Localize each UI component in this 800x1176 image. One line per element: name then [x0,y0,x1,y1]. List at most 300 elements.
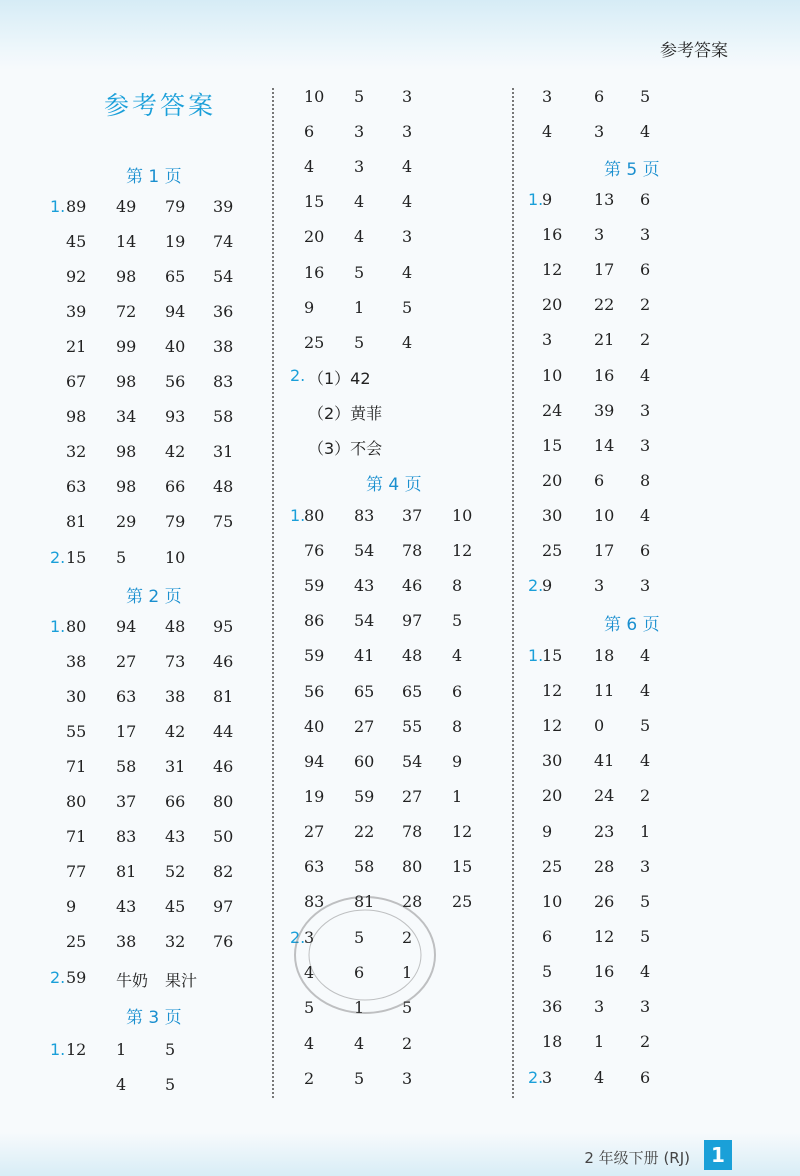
answer-value: 3 [354,157,365,177]
answer-row [0,681,800,705]
answer-value: 20 [542,786,563,806]
answer-value: 1 [594,1032,605,1052]
answer-value: 12 [66,1040,87,1059]
answer-value: 果汁 [165,971,198,990]
answer-value: 6 [640,541,651,560]
answer-value: 15 [66,548,87,567]
answer-value: 21 [594,330,615,350]
answer-value: 73 [165,652,186,671]
answer-value: 42 [165,442,186,461]
answer-value: 20 [304,227,325,247]
answer-value: 3 [542,330,553,350]
answer-value: 46 [402,576,423,596]
answer-value: 5 [640,891,651,911]
answer-value: 59 [66,968,87,987]
answer-value: 34 [116,407,137,426]
answer-value: 1 [452,786,463,806]
answer-value: 94 [116,617,137,636]
answer-value: 3 [304,928,315,947]
answer-value: 1 [640,821,651,841]
answer-value: 58 [116,757,137,776]
bookstore-stamp [290,890,440,1020]
answer-value: 65 [354,681,375,701]
answer-value: 30 [542,505,563,525]
answer-value: 72 [116,302,137,321]
answer-value: 67 [66,372,87,391]
answer-value: 5 [304,998,315,1018]
answer-row [0,646,800,670]
answer-value: 8 [640,470,651,490]
answer-value: 83 [213,372,234,391]
answer-row [0,436,800,460]
answer-value: 10 [165,548,186,567]
answer-value: 5 [354,87,365,106]
answer-value: 59 [354,786,375,806]
answer-value: 63 [116,687,137,706]
answer-value: 66 [165,477,186,496]
answer-value: 31 [213,442,234,461]
answer-value: 3 [402,87,413,106]
answer-value: 2 [640,1032,651,1052]
answer-value: 75 [213,512,234,531]
answer-value: 4 [640,751,651,771]
answer-value: 17 [116,722,137,741]
answer-value: 10 [304,87,325,106]
answer-value: 2 [304,1068,315,1088]
answer-value: 28 [594,856,615,876]
answer-value: 80 [213,792,234,811]
answer-value: 25 [542,856,563,876]
section-title: 第 2 页 [126,587,182,607]
answer-value: 4 [640,505,651,525]
answer-value: 37 [116,792,137,811]
answer-value: 10 [594,505,615,525]
answer-value: 45 [165,897,186,916]
answer-value: 3 [640,856,651,876]
question-number: 1. [528,190,544,209]
answer-value: 80 [304,506,325,525]
answer-value: 10 [542,365,563,385]
answer-value: 71 [66,757,87,776]
answer-value: 52 [165,862,186,881]
answer-value: 4 [640,646,651,665]
answer-value: 8 [452,716,463,736]
answer-value: 98 [116,477,137,496]
answer-value: 3 [640,997,651,1016]
answer-value: 41 [354,646,375,666]
answer-value: 14 [594,435,615,455]
answer-value: 43 [116,897,137,916]
answer-value: 32 [165,932,186,951]
answer-row [0,295,800,319]
answer-value: 3 [402,122,413,142]
answer-row [0,576,800,600]
answer-value: 9 [542,576,553,595]
answer-value: 48 [165,617,186,636]
answer-value: 5 [354,332,365,352]
answer-value: 95 [213,617,234,636]
footer-grade-text: 2 年级下册 (RJ) [584,1149,690,1167]
answer-value: 2 [402,1033,413,1053]
answer-value: 3 [594,997,605,1016]
answer-value: 4 [116,1075,127,1094]
answer-value: 3 [402,1068,413,1088]
answer-value: 6 [640,1068,651,1087]
answer-value: 25 [304,332,325,352]
answer-value: 8 [452,576,463,596]
answer-value: 58 [354,857,375,876]
answer-value: 2 [640,330,651,350]
answer-value: 39 [66,302,87,321]
answer-value: 4 [640,961,651,981]
answer-value: 83 [116,827,137,846]
answer-value: 5 [452,611,463,631]
answer-value: 38 [213,337,234,356]
answer-value: 79 [165,512,186,531]
answer-value: 3 [640,576,651,595]
question-number: 1. [528,646,544,665]
answer-value: 4 [594,1068,605,1087]
answer-value: 36 [542,997,563,1016]
answer-value: 3 [594,576,605,595]
answer-value: 4 [354,192,365,212]
answer-value: 81 [116,862,137,881]
answer-value: 30 [542,751,563,771]
answer-value: 54 [213,267,234,286]
answer-value: 12 [542,681,563,701]
answer-value: 28 [402,892,423,912]
header-label: 参考答案 [660,41,728,61]
answer-value: 1 [354,297,365,317]
answer-value: 9 [304,297,315,317]
answer-value: 9 [542,821,553,841]
answer-value: 46 [213,652,234,671]
section-title: 第 1 页 [126,167,182,187]
answer-value: 5 [354,928,365,947]
answer-value: 6 [452,681,463,701]
answer-value: 63 [304,857,325,876]
answer-value: 63 [66,477,87,496]
answer-value: 1 [354,998,365,1018]
answer-value: 94 [165,302,186,321]
answer-value: 15 [542,435,563,455]
answer-value: 43 [165,827,186,846]
answer-value: 3 [640,435,651,455]
answer-row [0,471,800,495]
answer-value: 牛奶 [116,971,149,990]
answer-row [0,122,800,146]
answer-value: 1 [402,963,413,983]
answer-value: 4 [354,1033,365,1053]
answer-value: 4 [402,192,413,212]
question-number: 1. [50,1040,66,1059]
question-number: 1. [290,506,306,525]
answer-value: 74 [213,232,234,251]
answer-value: 1 [116,1040,127,1059]
answer-value: 99 [116,337,137,356]
answer-value: 3 [402,227,413,247]
answer-value: 97 [213,897,234,916]
answer-value: 12 [542,716,563,736]
answer-value: 6 [594,87,605,106]
answer-value: 82 [213,862,234,881]
answer-value: 5 [354,1068,365,1088]
answer-value: 78 [402,821,423,841]
answer-value: 14 [116,232,137,251]
answer-value: 98 [66,407,87,426]
answer-value: 11 [594,681,615,701]
answer-row [0,366,800,390]
answer-value: 93 [165,407,186,426]
answer-value: 18 [542,1032,563,1052]
answer-value: 45 [66,232,87,251]
answer-value: 15 [542,646,563,665]
question-number: 2. [528,576,544,595]
answer-value: 38 [66,652,87,671]
answer-value: 4 [354,227,365,247]
answer-value: 9 [66,897,77,916]
answer-value: 81 [354,892,375,912]
answer-value: 80 [66,792,87,811]
answer-value: 5 [542,961,553,981]
answer-value: 5 [354,262,365,282]
answer-value: 80 [66,617,87,636]
answer-value: 42 [165,722,186,741]
answer-row [0,857,800,881]
answer-value: 54 [354,541,375,561]
answer-value: 80 [402,857,423,876]
answer-value: 56 [165,372,186,391]
answer-value: 5 [640,87,651,106]
answer-value: 3 [594,225,605,245]
page-number: 1 [704,1140,732,1170]
answer-value: 30 [66,687,87,706]
answer-value: 38 [165,687,186,706]
answer-value: 22 [354,821,375,841]
answer-value: 19 [165,232,186,251]
answer-value: 12 [452,541,473,561]
answer-value: 98 [116,267,137,286]
answer-row [0,87,800,111]
question-number: 1. [50,197,66,216]
answer-value: 40 [165,337,186,356]
sub-answer: （2）黄菲 [308,404,383,423]
answer-value: 54 [402,751,423,771]
answer-value: 22 [594,295,615,315]
answer-value: 16 [594,961,615,981]
answer-value: 76 [213,932,234,951]
answer-value: 97 [402,611,423,631]
answer-value: 39 [594,400,615,420]
answer-row [0,1068,800,1092]
answer-value: 59 [304,646,325,666]
answer-value: 24 [594,786,615,806]
answer-value: 19 [304,786,325,806]
answer-value: 12 [594,926,615,946]
answer-value: 10 [452,506,473,525]
answer-row [0,541,800,565]
answer-value: 27 [304,821,325,841]
answer-row [0,506,800,530]
answer-value: 4 [304,1033,315,1053]
answer-value: 98 [116,442,137,461]
answer-value: 9 [452,751,463,771]
answer-value: 6 [354,963,365,983]
answer-value: 4 [304,963,315,983]
answer-value: 26 [594,891,615,911]
answer-value: 98 [116,372,137,391]
answer-value: 16 [304,262,325,282]
answer-value: 59 [304,576,325,596]
answer-value: 4 [542,122,553,141]
answer-value: 0 [594,716,605,736]
answer-value: 15 [452,857,473,876]
answer-value: 5 [402,998,413,1018]
answer-value: 89 [66,197,87,216]
answer-value: 66 [165,792,186,811]
answer-value: 10 [542,891,563,911]
answer-value: 6 [304,122,315,142]
answer-value: 4 [402,157,413,177]
section-title: 第 3 页 [126,1008,182,1028]
answer-value: 55 [402,716,423,736]
answer-value: 43 [354,576,375,596]
section-title: 第 5 页 [604,160,660,180]
question-number: 2. [290,366,306,385]
answer-value: 83 [354,506,375,525]
answer-value: 25 [542,541,563,560]
question-number: 1. [50,617,66,636]
answer-value: 83 [304,892,325,912]
answer-value: 39 [213,197,234,216]
answer-value: 5 [165,1040,176,1059]
answer-row [0,751,800,775]
answer-row [0,822,800,846]
answer-value: 3 [594,122,605,141]
answer-value: 50 [213,827,234,846]
section-title: 第 6 页 [604,615,660,635]
answer-value: 3 [640,400,651,420]
answer-value: 5 [116,548,127,567]
answer-value: 37 [402,506,423,525]
answer-row [0,157,800,181]
answer-value: 16 [542,225,563,245]
answer-value: 12 [542,260,563,280]
answer-value: 4 [402,332,413,352]
answer-row [0,260,800,284]
answer-value: 2 [640,295,651,315]
question-number: 2. [50,968,66,987]
answer-value: 29 [116,512,137,531]
answer-value: 5 [640,716,651,736]
answer-value: 86 [304,611,325,631]
answer-value: 44 [213,722,234,741]
answer-value: 27 [402,786,423,806]
answer-value: 92 [66,267,87,286]
answer-row [0,401,800,425]
answer-value: 27 [116,652,137,671]
answer-value: 20 [542,470,563,490]
answer-value: 5 [402,297,413,317]
sub-answer: （1）42 [308,369,371,388]
answer-row [0,225,800,249]
answer-row [0,330,800,354]
answer-value: 4 [640,365,651,385]
answer-value: 58 [213,407,234,426]
answer-value: 18 [594,646,615,665]
answer-value: 31 [165,757,186,776]
answer-value: 81 [66,512,87,531]
answer-value: 94 [304,751,325,771]
answer-row [0,786,800,810]
answer-value: 25 [452,892,473,912]
answer-value: 5 [165,1075,176,1094]
answer-value: 49 [116,197,137,216]
answer-value: 23 [594,821,615,841]
answer-value: 48 [213,477,234,496]
answer-value: 77 [66,862,87,881]
answer-value: 24 [542,400,563,420]
answer-value: 4 [304,157,315,177]
answer-value: 56 [304,681,325,701]
answer-value: 4 [402,262,413,282]
answer-value: 9 [542,190,553,209]
answer-value: 21 [66,337,87,356]
answer-value: 6 [640,190,651,209]
answer-value: 4 [640,122,651,141]
question-number: 2. [290,928,306,947]
answer-value: 17 [594,260,615,280]
answer-value: 79 [165,197,186,216]
answer-value: 6 [542,926,553,946]
answer-value: 27 [354,716,375,736]
answer-value: 16 [594,365,615,385]
question-number: 2. [50,548,66,567]
answer-value: 65 [402,681,423,701]
main-title: 参考答案 [104,91,217,120]
answer-value: 60 [354,751,375,771]
answer-value: 55 [66,722,87,741]
answer-value: 38 [116,932,137,951]
answer-value: 13 [594,190,615,209]
answer-value: 48 [402,646,423,666]
answer-value: 12 [452,821,473,841]
answer-row [0,716,800,740]
answer-value: 81 [213,687,234,706]
section-title: 第 4 页 [366,475,422,495]
answer-value: 6 [640,260,651,280]
answer-value: 4 [452,646,463,666]
answer-value: 17 [594,541,615,560]
answer-value: 3 [354,122,365,142]
answer-value: 78 [402,541,423,561]
answer-row [0,1032,800,1056]
answer-value: 36 [213,302,234,321]
answer-value: 32 [66,442,87,461]
answer-value: 54 [354,611,375,631]
answer-value: 65 [165,267,186,286]
answer-value: 15 [304,192,325,212]
answer-value: 6 [594,470,605,490]
answer-value: 76 [304,541,325,561]
answer-value: 20 [542,295,563,315]
question-number: 2. [528,1068,544,1087]
answer-value: 40 [304,716,325,736]
answer-value: 25 [66,932,87,951]
answer-value: 4 [640,681,651,701]
answer-value: 3 [542,87,553,106]
answer-value: 2 [402,928,413,947]
